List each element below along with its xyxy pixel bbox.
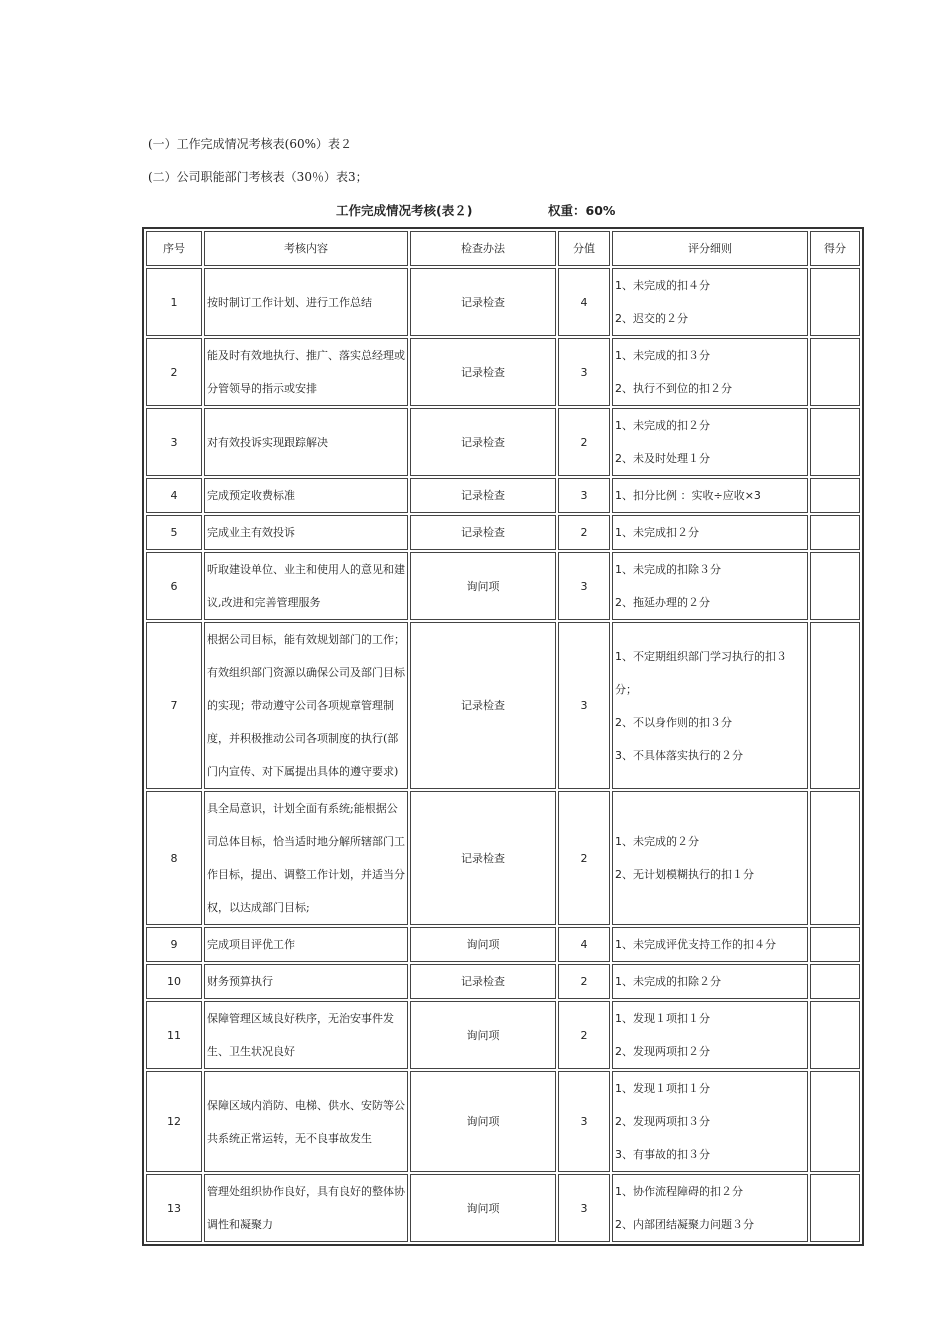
- header-score: 分值: [558, 231, 610, 266]
- content-line: 有效组织部门资源以确保公司及部门目标: [207, 666, 405, 679]
- cell-content: [204, 408, 408, 476]
- cell-rules: [612, 515, 808, 550]
- rule-line: 1、扣分比例 ：实收÷应收×3: [615, 489, 761, 502]
- content-line: 作目标，提出、调整工作计划，并适当分: [207, 868, 405, 881]
- cell-method: 询问项: [410, 1071, 556, 1172]
- cell-score: 3: [558, 338, 610, 406]
- content-line: 议,改进和完善管理服务: [207, 596, 321, 609]
- cell-score: 3: [558, 622, 610, 789]
- cell-rules: [612, 1071, 808, 1172]
- cell-no: 5: [146, 515, 202, 550]
- cell-rules: [612, 791, 808, 925]
- cell-score: 2: [558, 1001, 610, 1069]
- cell-score: 2: [558, 964, 610, 999]
- cell-content: [204, 791, 408, 925]
- cell-score: 2: [558, 791, 610, 925]
- content-line: 完成项目评优工作: [207, 938, 295, 951]
- rule-line: 1、不定期组织部门学习执行的扣３: [615, 649, 787, 663]
- cell-score: 3: [558, 1174, 610, 1242]
- table-row: [146, 964, 860, 999]
- rule-line: 1、未完成的扣除２分: [615, 975, 721, 988]
- cell-no: 8: [146, 791, 202, 925]
- rule-line: 1、未完成评优支持工作的扣４分: [615, 938, 776, 951]
- rule-line: 2、不以身作则的扣３分: [615, 715, 732, 729]
- rule-line: 1、未完成的扣２分: [615, 419, 710, 432]
- cell-method: 询问项: [410, 1001, 556, 1069]
- rule-line: 3、不具体落实执行的２分: [615, 748, 743, 762]
- rule-line: 2、未及时处理１分: [615, 452, 710, 465]
- rule-line: 1、发现１项扣１分: [615, 1082, 710, 1095]
- table-row: [146, 1174, 860, 1242]
- table-row: [146, 1071, 860, 1172]
- cell-score: 3: [558, 478, 610, 513]
- cell-score: 4: [558, 268, 610, 336]
- cell-method: 记录检查: [410, 515, 556, 550]
- cell-content: [204, 622, 408, 789]
- rule-line: 2、内部团结凝聚力问题３分: [615, 1218, 754, 1231]
- rule-line: 1、未完成的２分: [615, 835, 699, 848]
- content-line: 完成业主有效投诉: [207, 526, 295, 539]
- intro-line-1: (一）工作完成情况考核表(60%）表２: [148, 137, 353, 151]
- table-row: [146, 478, 860, 513]
- cell-no: 6: [146, 552, 202, 620]
- rule-line: 1、未完成扣２分: [615, 526, 699, 539]
- content-line: 听取建设单位、业主和使用人的意见和建: [207, 563, 405, 576]
- table-weight: 权重：60%: [548, 203, 616, 218]
- table-row: [146, 1001, 860, 1069]
- content-line: 财务预算执行: [207, 975, 273, 988]
- rule-line: 1、未完成的扣４分: [615, 279, 710, 292]
- header-rules: 评分细则: [612, 231, 808, 266]
- rule-line: 2、拖延办理的２分: [615, 596, 710, 609]
- cell-result: [810, 1001, 860, 1069]
- table-row: [146, 515, 860, 550]
- content-line: 完成预定收费标准: [207, 489, 295, 502]
- table-row: [146, 268, 860, 336]
- rule-line: 2、迟交的２分: [615, 312, 688, 325]
- cell-rules: [612, 478, 808, 513]
- cell-method: 记录检查: [410, 622, 556, 789]
- intro-line-2: (二）公司职能部门考核表（30％）表3；: [148, 170, 368, 184]
- content-line: 按时制订工作计划、进行工作总结: [207, 295, 372, 309]
- cell-result: [810, 964, 860, 999]
- content-line: 保障区域内消防、电梯、供水、安防等公: [207, 1098, 405, 1112]
- cell-result: [810, 791, 860, 925]
- table-row: [146, 408, 860, 476]
- cell-content: [204, 338, 408, 406]
- cell-result: [810, 1174, 860, 1242]
- cell-method: 记录检查: [410, 338, 556, 406]
- assessment-table: [142, 227, 864, 1246]
- cell-rules: [612, 408, 808, 476]
- cell-no: 7: [146, 622, 202, 789]
- content-line: 权，以达成部门目标;: [207, 901, 310, 914]
- cell-content: [204, 268, 408, 336]
- cell-no: 11: [146, 1001, 202, 1069]
- cell-result: [810, 622, 860, 789]
- header-result: 得分: [810, 231, 860, 266]
- header-no: 序号: [146, 231, 202, 266]
- table-row: [146, 552, 860, 620]
- cell-content: [204, 478, 408, 513]
- cell-content: [204, 1071, 408, 1172]
- content-line: 根据公司目标，能有效规划部门的工作；: [207, 633, 405, 646]
- rule-line: 1、未完成的扣除３分: [615, 563, 721, 576]
- table-row: [146, 927, 860, 962]
- cell-method: 询问项: [410, 927, 556, 962]
- content-line: 调性和凝聚力: [207, 1218, 273, 1231]
- cell-result: [810, 478, 860, 513]
- table-row: [146, 622, 860, 789]
- cell-method: 询问项: [410, 1174, 556, 1242]
- rule-line: 3、有事故的扣３分: [615, 1148, 710, 1161]
- cell-result: [810, 338, 860, 406]
- cell-no: 12: [146, 1071, 202, 1172]
- rule-line: 1、未完成的扣３分: [615, 349, 710, 362]
- content-line: 共系统正常运转，无不良事故发生: [207, 1131, 372, 1145]
- cell-rules: [612, 338, 808, 406]
- rule-line: 2、执行不到位的扣２分: [615, 382, 732, 395]
- cell-result: [810, 1071, 860, 1172]
- cell-content: [204, 927, 408, 962]
- cell-rules: [612, 964, 808, 999]
- table-title: 工作完成情况考核(表２): [336, 203, 473, 218]
- cell-no: 1: [146, 268, 202, 336]
- cell-no: 4: [146, 478, 202, 513]
- cell-score: 4: [558, 927, 610, 962]
- content-line: 门内宣传、对下属提出具体的遵守要求): [207, 765, 399, 778]
- cell-no: 10: [146, 964, 202, 999]
- cell-content: [204, 964, 408, 999]
- cell-method: 记录检查: [410, 791, 556, 925]
- cell-no: 2: [146, 338, 202, 406]
- cell-rules: [612, 268, 808, 336]
- content-line: 保障管理区域良好秩序，无治安事件发: [207, 1012, 394, 1025]
- cell-score: 2: [558, 515, 610, 550]
- cell-content: [204, 515, 408, 550]
- content-line: 对有效投诉实现跟踪解决: [207, 435, 328, 449]
- cell-score: 3: [558, 1071, 610, 1172]
- header-content: 考核内容: [204, 231, 408, 266]
- cell-method: 记录检查: [410, 408, 556, 476]
- cell-method: 记录检查: [410, 964, 556, 999]
- cell-rules: [612, 552, 808, 620]
- table-header-row: [146, 231, 860, 266]
- cell-result: [810, 552, 860, 620]
- header-method: 检查办法: [410, 231, 556, 266]
- rule-line: 2、发现两项扣２分: [615, 1045, 710, 1058]
- cell-result: [810, 515, 860, 550]
- table-row: [146, 338, 860, 406]
- rule-line: 1、协作流程障碍的扣２分: [615, 1185, 743, 1198]
- content-line: 生、卫生状况良好: [207, 1045, 295, 1058]
- content-line: 的实现；带动遵守公司各项规章管理制: [207, 699, 394, 712]
- cell-method: 记录检查: [410, 268, 556, 336]
- cell-rules: [612, 1174, 808, 1242]
- rule-line: 分；: [615, 682, 637, 696]
- cell-content: [204, 552, 408, 620]
- cell-rules: [612, 622, 808, 789]
- cell-result: [810, 268, 860, 336]
- cell-rules: [612, 1001, 808, 1069]
- rule-line: 2、无计划模糊执行的扣１分: [615, 868, 754, 881]
- cell-method: 询问项: [410, 552, 556, 620]
- cell-no: 13: [146, 1174, 202, 1242]
- cell-result: [810, 408, 860, 476]
- content-line: 度，并积极推动公司各项制度的执行(部: [207, 732, 399, 745]
- cell-score: 2: [558, 408, 610, 476]
- cell-content: [204, 1001, 408, 1069]
- content-line: 具全局意识，计划全面有系统;能根据公: [207, 802, 398, 815]
- cell-result: [810, 927, 860, 962]
- content-line: 司总体目标，恰当适时地分解所辖部门工: [207, 835, 405, 848]
- cell-method: 记录检查: [410, 478, 556, 513]
- cell-score: 3: [558, 552, 610, 620]
- rule-line: 1、发现１项扣１分: [615, 1012, 710, 1025]
- cell-no: 3: [146, 408, 202, 476]
- rule-line: 2、发现两项扣３分: [615, 1115, 710, 1128]
- table-row: [146, 791, 860, 925]
- cell-no: 9: [146, 927, 202, 962]
- cell-rules: [612, 927, 808, 962]
- content-line: 能及时有效地执行、推广、落实总经理或: [207, 349, 405, 362]
- content-line: 管理处组织协作良好，具有良好的整体协: [207, 1185, 405, 1198]
- content-line: 分管领导的指示或安排: [207, 382, 317, 395]
- cell-content: [204, 1174, 408, 1242]
